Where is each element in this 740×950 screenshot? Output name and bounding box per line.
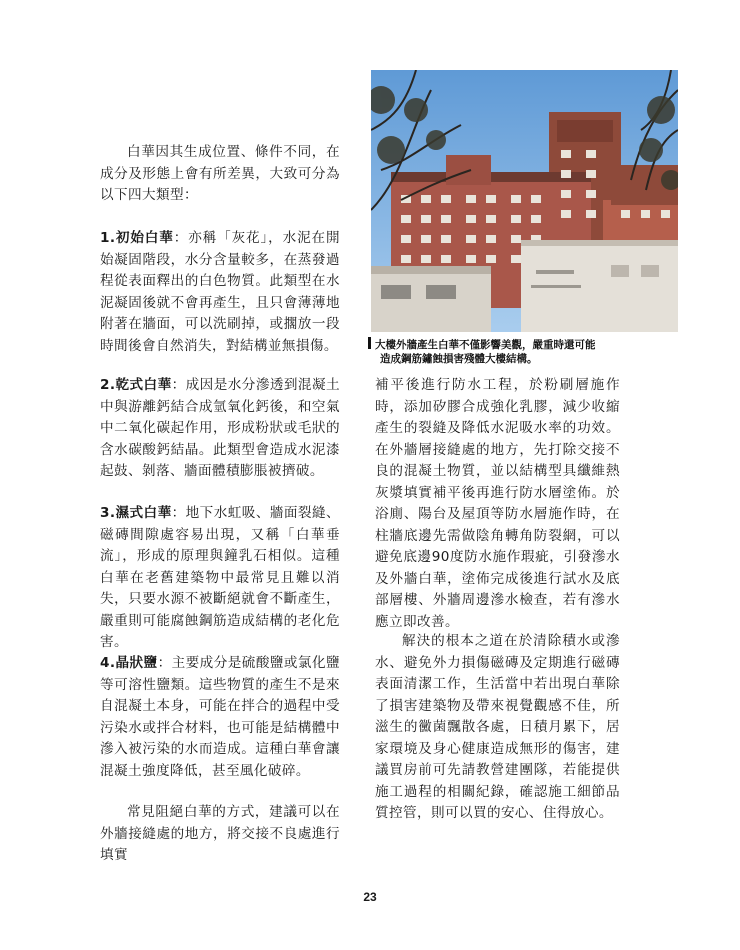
photo-caption [368, 337, 680, 366]
intro-paragraph: 白華因其生成位置、條件不同，在成分及形態上會有所差異，大致可分為以下四大類型： [100, 144, 340, 203]
type-4-text: ：主要成分是硫酸鹽或氯化鹽等可溶性鹽類。這些物質的產生不是來自混凝土本身，可能在拌合的過程中受污染水或拌合材料，也可能是結構體中滲入被污染的水而造成。這種白華會讓混凝土強度降低，甚至風化破碎。 [100, 655, 340, 779]
type-1-term: 1.初始白華 [100, 230, 174, 246]
closing-paragraph: 常見阻絕白華的方式，建議可以在外牆接縫處的地方，將交接不良處進行填實 [100, 804, 340, 863]
type-2-paragraph [100, 375, 340, 483]
page-number: 23 [363, 890, 377, 904]
type-4-paragraph [100, 653, 340, 782]
type-2-text: ：成因是水分滲透到混凝土中與游離鈣結合成氫氧化鈣後，和空氣中二氧化碳起作用，形成粉狀或毛狀的含水碳酸鈣結晶。此類型會造成水泥漆起鼓、剝落、牆面體積膨脹被擠破。 [100, 377, 340, 479]
caption-marker [368, 337, 371, 349]
type-2-term: 2.乾式白華 [100, 377, 172, 393]
type-4-term: 4.晶狀鹽 [100, 655, 158, 671]
caption-line-2: 造成鋼筋鏽蝕損害殘體大樓結構。 [380, 353, 538, 365]
right-paragraph-1: 補平後進行防水工程，於粉刷層施作時，添加矽膠合成強化乳膠，減少收縮產生的裂縫及降低水泥吸水率的功效。在外牆層接縫處的地方，先打除交接不良的混凝土物質，並以結構型具纖維熱灰漿填實補平後再進行防水層塗佈。於浴廁、陽台及屋頂等防水層施作時，在柱牆底邊先需做陰角轉角防裂網，可以避免底邊90度防水施作瑕疵，引發滲水及外牆白華，塗佈完成後進行試水及底部層樓、外牆周邊滲水檢查，若有滲水應立即改善。 [375, 377, 620, 630]
right-paragraph-2: 解決的根本之道在於清除積水或滲水、避免外力損傷磁磚及定期進行磁磚表面清潔工作，生活當中若出現白華除了損害建築物及帶來視覺觀感不佳，所滋生的黴菌飄散各處，日積月累下，居家環境及身心健康造成無形的傷害，建議買房前可先請教營建團隊，若能提供施工過程的相關紀錄，確認施工細節品質控管，則可以買的安心、住得放心。 [375, 633, 620, 821]
type-1-paragraph [100, 228, 340, 357]
type-3-term: 3.濕式白華 [100, 505, 172, 521]
building-photo [371, 70, 678, 332]
type-3-text: ：地下水虹吸、牆面裂縫、磁磚間隙處容易出現，又稱「白華垂流」，形成的原理與鐘乳石相似。這種白華在老舊建築物中最常見且難以消失，只要水源不被斷絕就會不斷產生，嚴重則可能腐蝕鋼筋造成結構的老化危害。 [100, 505, 340, 650]
caption-line-1: 大樓外牆產生白華不僅影響美觀，嚴重時還可能 [375, 339, 596, 351]
type-1-text: ：亦稱「灰花」，水泥在開始凝固階段，水分含量較多，在蒸發過程從表面釋出的白色物質。此類型在水泥凝固後就不會再產生，且只會薄薄地附著在牆面，可以洗刷掉，或擱放一段時間後會自然消失，對結構並無損傷。 [100, 230, 340, 354]
type-3-paragraph [100, 503, 340, 654]
